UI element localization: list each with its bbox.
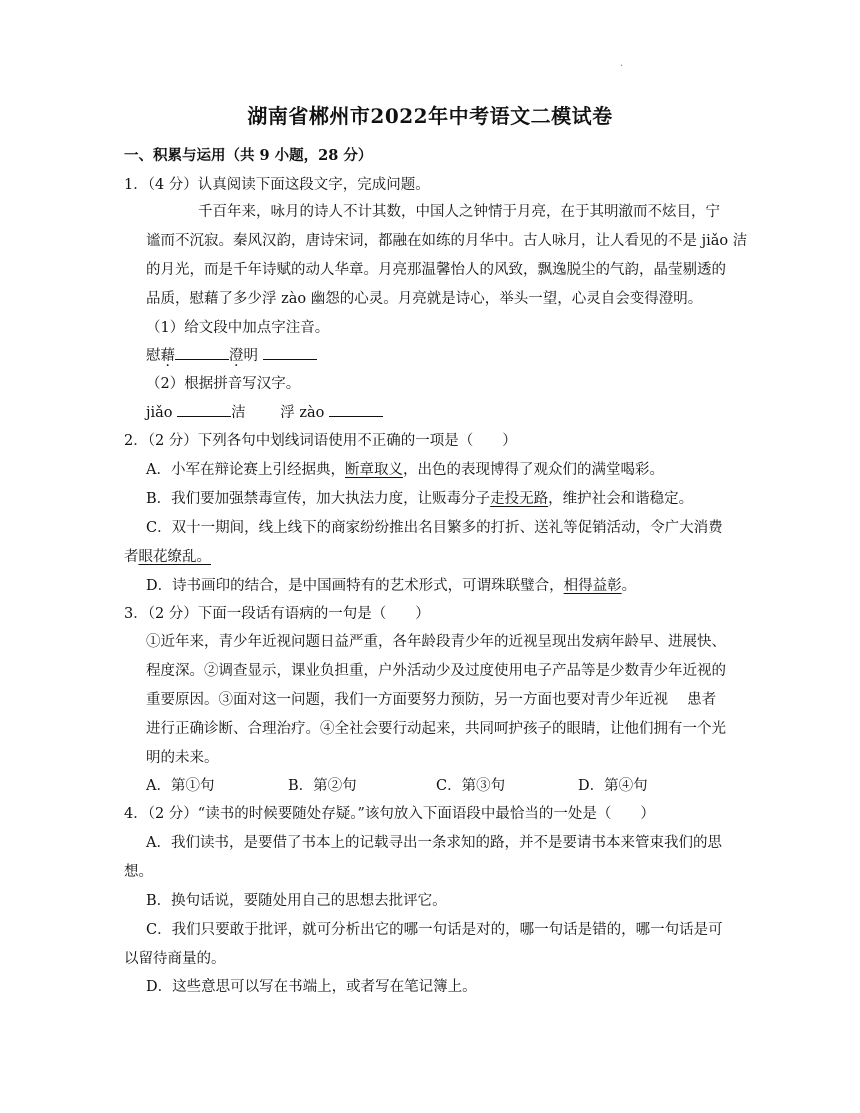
q2-option-d: D．诗书画印的结合，是中国画特有的艺术形式，可谓珠联璧合，相得益彰。 [146, 578, 637, 594]
q3-passage-line: ①近年来，青少年近视问题日益严重，各年龄段青少年的近视呈现出发病年龄早、进展快、 [146, 634, 726, 650]
answer-blank[interactable] [329, 402, 383, 417]
q4-option-c-cont: 以留待商量的。 [124, 951, 226, 967]
q1-sub1-items: 慰藉 澄明 [146, 345, 317, 366]
q3-passage-line: 程度深。②调查显示，课业负担重，户外活动少及过度使用电子产品等是少数青少年近视的 [146, 663, 726, 679]
q2-option-c-cont: 者眼花缭乱。 [124, 549, 211, 565]
dotted-char: 藉 [160, 348, 175, 364]
q2-option-a: A．小军在辩论赛上引经据典，断章取义，出色的表现博得了观众们的满堂喝彩。 [146, 462, 664, 478]
q1-sub1: （1）给文段中加点字注音。 [146, 320, 330, 336]
q4-option-a-cont: 想。 [124, 864, 153, 880]
q4-option-d: D．这些意思可以写在书端上，或者写在笔记簿上。 [146, 979, 477, 995]
q1-sub2-items: jiǎo 洁 浮 zào [146, 402, 383, 423]
q1-passage-line: 品质，慰藉了多少浮 zào 幽怨的心灵。月亮就是诗心，举头一望，心灵自会变得澄明。 [146, 291, 703, 307]
q4-option-b: B．换句话说，要随处用自己的思想去批评它。 [146, 893, 447, 909]
q3-passage-line: 明的未来。 [146, 750, 219, 766]
q3-passage-line: 重要原因。③面对这一问题，我们一方面要努力预防，另一方面也要对青少年近视 患者 [146, 692, 717, 708]
q3-stem: 3．（2 分）下面一段话有语病的一句是（ ） [124, 606, 430, 622]
answer-blank[interactable] [263, 345, 317, 360]
underlined-phrase: 相得益彰 [563, 578, 622, 594]
underlined-phrase: 眼花缭乱。 [138, 549, 211, 565]
header-mark: . [620, 58, 624, 69]
q4-stem: 4．（2 分）“读书的时候要随处存疑。”该句放入下面语段中最恰当的一处是（ ） [124, 806, 655, 822]
q1-sub2: （2）根据拼音写汉字。 [146, 376, 301, 392]
q2-option-b: B．我们要加强禁毒宣传，加大执法力度，让贩毒分子走投无路，维护社会和谐稳定。 [146, 491, 694, 507]
answer-blank[interactable] [175, 345, 229, 360]
q3-option-b: B．第②句 [288, 778, 357, 794]
underlined-phrase: 断章取义 [344, 462, 403, 478]
q1-stem: 1．（4 分）认真阅读下面这段文字，完成问题。 [124, 177, 430, 193]
answer-blank[interactable] [177, 402, 231, 417]
dotted-char: 澄 [229, 348, 244, 364]
q1-passage-line: 千百年来，咏月的诗人不计其数，中国人之钟情于月亮，在于其明澈而不炫目，宁 [198, 204, 720, 220]
q3-option-d: D．第④句 [578, 778, 648, 794]
q3-passage-line: 进行正确诊断、合理治疗。④全社会要行动起来，共同呵护孩子的眼睛，让他们拥有一个光 [146, 721, 726, 737]
q2-option-c: C．双十一期间，线上线下的商家纷纷推出名目繁多的打折、送礼等促销活动，令广大消费 [146, 520, 723, 536]
q3-option-c: C．第③句 [436, 778, 506, 794]
q2-stem: 2．（2 分）下列各句中划线词语使用不正确的一项是（ ） [124, 433, 517, 449]
underlined-phrase: 走投无路 [490, 491, 549, 507]
page-title: 湖南省郴州市2022年中考语文二模试卷 [247, 104, 613, 128]
q4-option-a: A．我们读书，是要借了书本上的记载寻出一条求知的路，并不是要请书本来管束我们的思 [146, 835, 722, 851]
q1-passage-line: 谧而不沉寂。秦风汉韵，唐诗宋词，都融在如练的月华中。古人咏月，让人看见的不是 jiǎo 洁 [146, 233, 748, 249]
q3-option-a: A．第①句 [146, 778, 215, 794]
q1-passage-line: 的月光，而是千年诗赋的动人华章。月亮那温馨怡人的风致，飘逸脱尘的气韵，晶莹剔透的 [146, 262, 726, 278]
q4-option-c: C．我们只要敢于批评，就可分析出它的哪一句话是对的，哪一句话是错的，哪一句话是可 [146, 922, 723, 938]
section-heading: 一、积累与运用（共 9 小题，28 分） [124, 147, 373, 164]
